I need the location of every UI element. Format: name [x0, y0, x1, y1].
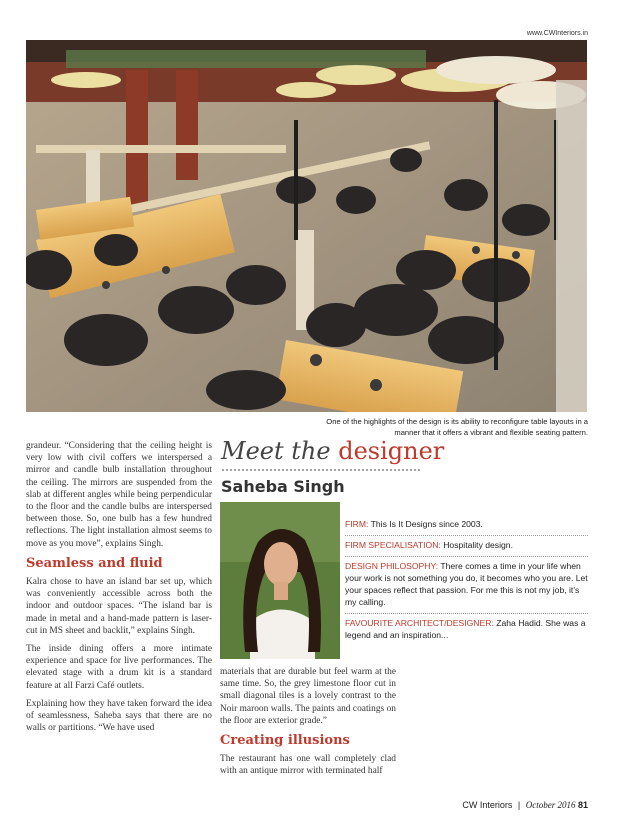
fav-label: FAVOURITE ARCHITECT/DESIGNER:	[345, 618, 494, 628]
footer-separator: |	[517, 800, 521, 810]
spec-value: Hospitality design.	[443, 540, 513, 550]
magazine-name: CW Interiors	[462, 800, 513, 810]
firm-value: This Is It Designs since 2003.	[370, 519, 483, 529]
page-number: 81	[577, 800, 588, 810]
philo-value: There comes a time in your life when your work is not something you do, it becomes who you are. Let your spaces reflect that passion. For me this is not my job, it’s my calling.	[345, 561, 588, 607]
body-paragraph: Explaining how they have taken forward the idea of seamlessness, Saheba says that there are no walls or partitions. “We have used	[26, 698, 212, 734]
philo-label: DESIGN PHILOSOPHY:	[345, 561, 439, 571]
body-paragraph: The restaurant has one wall completely clad with an antique mirror with terminated half	[220, 754, 396, 777]
page-footer	[462, 800, 588, 810]
body-paragraph: Kalra chose to have an island bar set up, which was conveniently accessible across both the indoor and outdoor spaces. “The island bar is made in metal and a hand-made pattern is laser-cut in MS sheet and backlit,” explains Singh.	[26, 577, 212, 636]
body-paragraph: The inside dining offers a more intimate experience and space for live performances. The elevated stage with a drum kit is a standard feature at all Farzi Café outlets.	[26, 644, 212, 691]
info-firm	[345, 515, 588, 536]
info-philosophy	[345, 557, 588, 614]
info-specialisation	[345, 536, 588, 557]
info-favourite	[345, 614, 588, 646]
designer-name: Saheba Singh	[221, 477, 345, 496]
left-column	[26, 440, 212, 740]
restaurant-photo	[26, 40, 587, 412]
issue-date: October 2016	[525, 800, 576, 810]
heading-part-1: Meet the	[221, 437, 331, 465]
fav-value: Zaha Hadid. She was a legend and an inspiration...	[345, 618, 586, 640]
firm-label: FIRM:	[345, 519, 369, 529]
body-paragraph: grandeur. “Considering that the ceiling height is very low with civil coffers we interspersed a mirror and candle bulb installation throughout the ceiling. The mirrors are suspended from the slab at different angles while being perpendicular to the floor and the candle bulbs are interspersed between those. So, one bulb has a few hundred reflections. The light installation almost seems to move as you move”, explains Singh.	[26, 441, 212, 549]
dotted-rule	[221, 468, 421, 472]
meet-the-designer-heading	[221, 437, 444, 465]
heading-part-2: designer	[338, 437, 445, 465]
site-url: www.CWInteriors.in	[526, 30, 588, 37]
mid-column	[220, 666, 396, 784]
body-paragraph: materials that are durable but feel warm at the same time. So, the grey limestone floor cut in small diagonal tiles is a lovely contrast to the Noir maroon walls. The paints and coatings on the floor are exterior grade.”	[220, 667, 396, 726]
spec-label: FIRM SPECIALISATION:	[345, 540, 441, 550]
subheading: Creating illusions	[220, 733, 350, 749]
photo-caption: One of the highlights of the design is its ability to reconfigure table layouts in a manner that it offers a vibrant and flexible seating pattern.	[326, 417, 588, 437]
designer-info	[345, 515, 588, 646]
subheading: Seamless and fluid	[26, 555, 163, 571]
designer-portrait	[220, 502, 340, 659]
